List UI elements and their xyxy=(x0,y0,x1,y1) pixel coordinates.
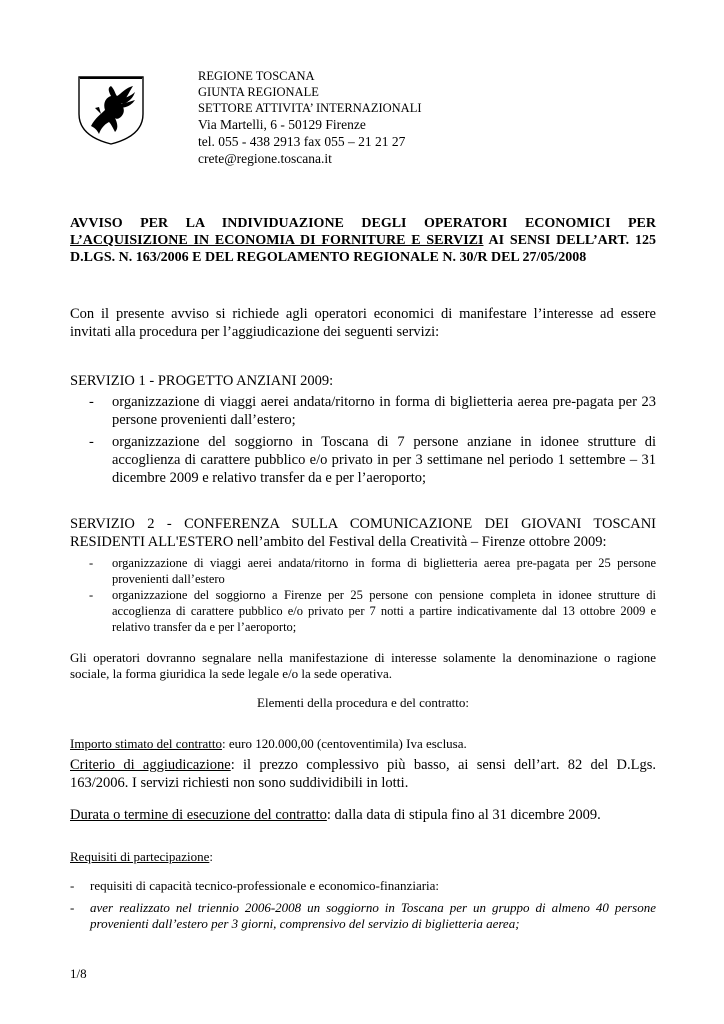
title-text: AVVISO PER LA INDIVIDUAZIONE DEGLI OPERATORI ECONOMICI PER xyxy=(70,216,656,231)
operators-paragraph: Gli operatori dovranno segnalare nella manifestazione di interesse solamente la denominazione o ragione sociale, la forma giuridica la sede legale e/o la sede operativa. xyxy=(70,650,656,681)
header-address: Via Martelli, 6 - 50129 Firenze xyxy=(198,117,366,132)
list-item-text: organizzazione del soggiorno in Toscana di 7 persone anziane in idonee strutture di accoglienza di carattere pubblico e/o privato in per 3 settimane nel periodo 1 settembre – 31 dicembre 2009 e relativo transfer da e per l’aeroporto; xyxy=(112,434,656,486)
requisiti-colon: : xyxy=(209,849,213,864)
bullet-dash: - xyxy=(89,394,94,410)
list-item xyxy=(70,433,656,487)
requisiti-list xyxy=(70,878,656,932)
document-title xyxy=(70,215,656,266)
importo-text: : euro 120.000,00 (centoventimila) Iva esclusa. xyxy=(222,736,467,751)
service-2-section xyxy=(70,515,656,635)
bullet-dash: - xyxy=(89,556,94,570)
title-text-end: AI SENSI DELL’ART. 125 D.LGS. N. 163/2006 E DEL REGOLAMENTO REGIONALE N. 30/R DEL 27/05/2008 xyxy=(70,233,656,265)
durata-label: Durata o termine di esecuzione del contratto xyxy=(70,807,327,823)
importo-label: Importo stimato del contratto xyxy=(70,736,222,751)
header-email: crete@regione.toscana.it xyxy=(198,151,332,166)
header-line: SETTORE ATTIVITA’ INTERNAZIONALI xyxy=(198,101,422,115)
list-item-text: organizzazione di viaggi aerei andata/ritorno in forma di biglietteria aerea pre-pagata per 25 persone provenienti dall’estero xyxy=(112,556,656,586)
list-item-text: requisiti di capacità tecnico-professionale e economico-finanziaria: xyxy=(90,878,440,893)
bullet-dash: - xyxy=(89,588,94,602)
list-item xyxy=(70,900,656,932)
bullet-dash: - xyxy=(70,900,75,915)
list-item-text: organizzazione di viaggi aerei andata/ritorno in forma di biglietteria aerea pre-pagata per 23 persone provenienti dall’estero; xyxy=(112,394,656,428)
bullet-dash: - xyxy=(89,434,94,450)
elements-heading: Elementi della procedura e del contratto: xyxy=(257,695,469,710)
list-item xyxy=(70,393,656,429)
intro-paragraph: Con il presente avviso si richiede agli operatori economici di manifestare l’interesse ad essere invitati alla procedura per l’aggiudicazione dei seguenti servizi: xyxy=(70,306,656,340)
importo-line xyxy=(70,736,656,752)
criterio-text: : il prezzo complessivo più basso, ai sensi dell’art. 82 del D.Lgs. 163/2006. I servizi richiesti non sono suddividibili in lotti. xyxy=(70,757,656,791)
regione-toscana-logo xyxy=(75,74,147,146)
pegasus-icon xyxy=(75,74,147,146)
service-1-section xyxy=(70,372,656,487)
list-item-text: aver realizzato nel triennio 2006-2008 un soggiorno in Toscana per un gruppo di almeno 40 persone provenienti dall’estero per 3 giorni, comprensivo del servizio di biglietteria aerea; xyxy=(90,900,656,931)
title-underlined: L’ACQUISIZIONE IN ECONOMIA DI FORNITURE E SERVIZI xyxy=(70,233,484,248)
requisiti-label: Requisiti di partecipazione xyxy=(70,849,210,864)
service-2-heading: SERVIZIO 2 - CONFERENZA SULLA COMUNICAZIONE DEI GIOVANI TOSCANI RESIDENTI ALL'ESTERO nell’ambito del Festival della Creatività – Firenze ottobre 2009: xyxy=(70,516,656,550)
list-item-text: organizzazione del soggiorno a Firenze per 25 persone con pensione completa in idonee strutture di accoglienza di carattere pubblico e/o privato per 7 notti a partire indicativamente dal 13 ottobre 2009 e relativo transfer da e per l’aeroporto; xyxy=(112,588,656,634)
letterhead xyxy=(198,68,422,167)
criterio-paragraph xyxy=(70,756,656,792)
bullet-dash: - xyxy=(70,878,75,893)
list-item xyxy=(70,587,656,635)
page-number: 1/8 xyxy=(70,966,87,981)
requisiti-heading xyxy=(70,849,656,865)
header-phone: tel. 055 - 438 2913 fax 055 – 21 21 27 xyxy=(198,134,406,149)
service-1-heading: SERVIZIO 1 - PROGETTO ANZIANI 2009: xyxy=(70,373,334,389)
header-line: REGIONE TOSCANA xyxy=(198,69,315,83)
durata-line xyxy=(70,806,656,824)
list-item xyxy=(70,555,656,587)
header-line: GIUNTA REGIONALE xyxy=(198,85,319,99)
durata-text: : dalla data di stipula fino al 31 dicembre 2009. xyxy=(326,807,601,823)
criterio-label: Criterio di aggiudicazione xyxy=(70,757,231,773)
list-item xyxy=(70,878,656,894)
